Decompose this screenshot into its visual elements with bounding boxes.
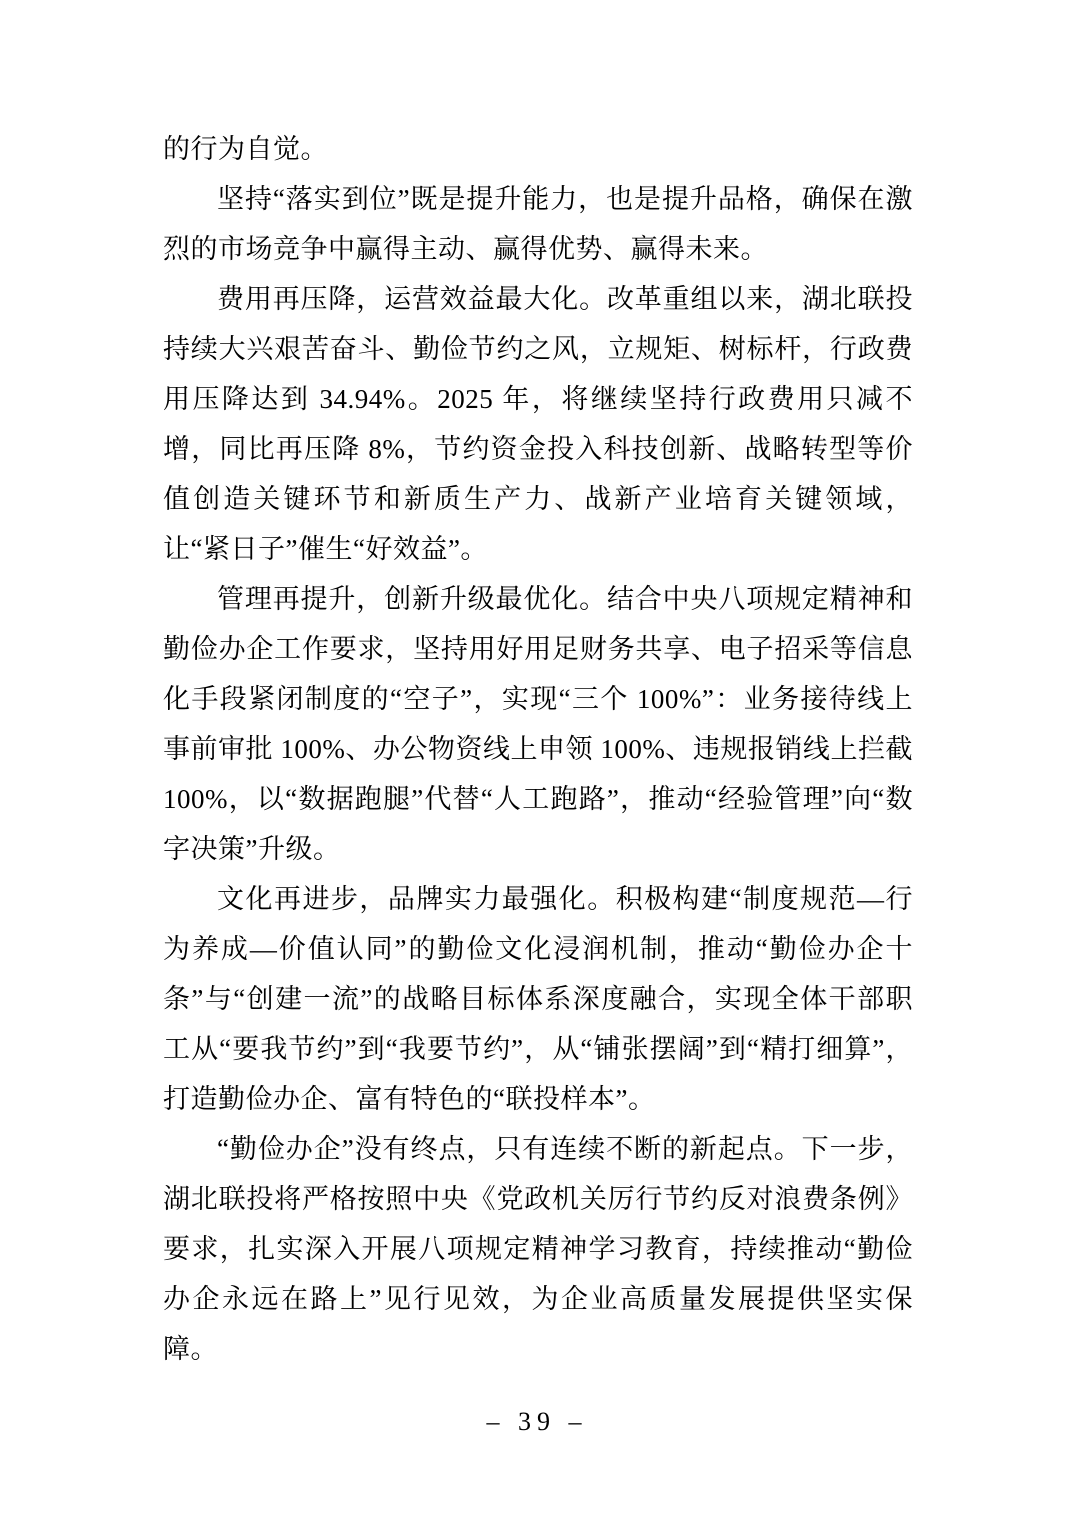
paragraph: 的行为自觉。 [163,134,328,164]
page-number: – 39 – [486,1407,588,1436]
document-body [163,124,913,1374]
paragraph: 坚持“落实到位”既是提升能力，也是提升品格，确保在激烈的市场竞争中赢得主动、赢得优势、赢得未来。 [163,184,913,264]
paragraph: 费用再压降，运营效益最大化。改革重组以来，湖北联投持续大兴艰苦奋斗、勤俭节约之风，立规矩、树标杆，行政费用压降达到 34.94%。2025 年，将继续坚持行政费用只减不增，同比再压降 8%，节约资金投入科技创新、战略转型等价值创造关键环节和新质生产力、战新产业培育关键领域，让“紧日子”催生“好效益”。 [163,284,913,564]
paragraph: 文化再进步，品牌实力最强化。积极构建“制度规范—行为养成—价值认同”的勤俭文化浸润机制，推动“勤俭办企十条”与“创建一流”的战略目标体系深度融合，实现全体干部职工从“要我节约”到“我要节约”，从“铺张摆阔”到“精打细算”，打造勤俭办企、富有特色的“联投样本”。 [163,884,913,1114]
paragraph: “勤俭办企”没有终点，只有连续不断的新起点。下一步，湖北联投将严格按照中央《党政机关厉行节约反对浪费条例》要求，扎实深入开展八项规定精神学习教育，持续推动“勤俭办企永远在路上”见行见效，为企业高质量发展提供坚实保障。 [163,1134,913,1364]
paragraph: 管理再提升，创新升级最优化。结合中央八项规定精神和勤俭办企工作要求，坚持用好用足财务共享、电子招采等信息化手段紧闭制度的“空子”，实现“三个 100%”：业务接待线上事前审批 100%、办公物资线上申领 100%、违规报销线上拦截 100%，以“数据跑腿”代替“人工跑路”，推动“经验管理”向“数字决策”升级。 [163,584,913,864]
